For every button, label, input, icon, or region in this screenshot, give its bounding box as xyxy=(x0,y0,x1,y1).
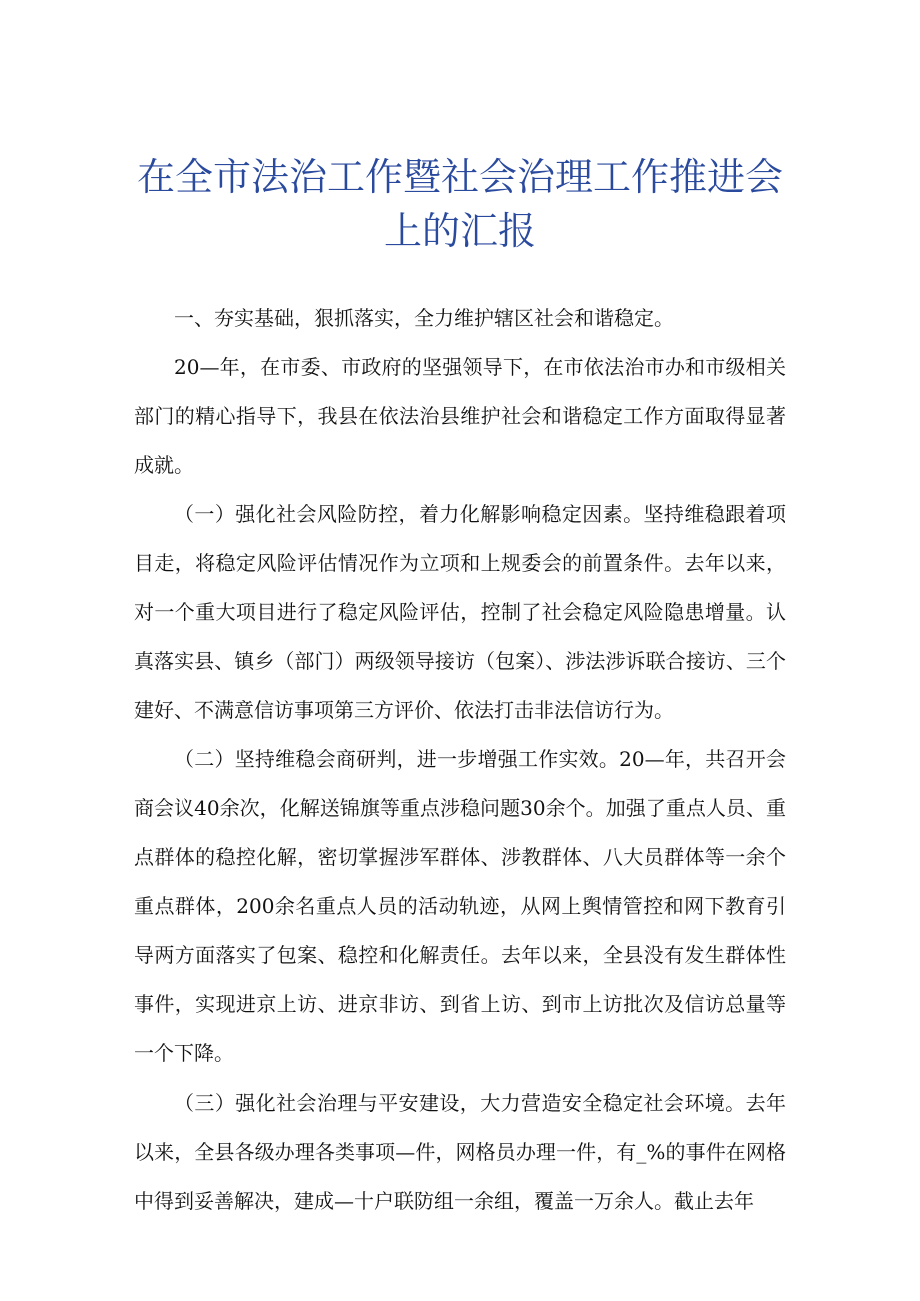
document-title: 在全市法治工作暨社会治理工作推进会上的汇报 xyxy=(136,155,783,253)
section-heading: 一、夯实基础，狠抓落实，全力维护辖区社会和谐稳定。 xyxy=(174,306,674,330)
paragraph-item-one: （一）强化社会风险防控，着力化解影响稳定因素。坚持维稳跟着项目走，将稳定风险评估情况作为立项和上规委会的前置条件。去年以来，对一个重大项目进行了稳定风险评估，控制了社会稳定风险隐患增量。认真落实县、镇乡（部门）两级领导接访（包案）、涉法涉诉联合接访、三个建好、不满意信访事项第三方评价、依法打击非法信访行为。 xyxy=(134,502,786,722)
paragraph-item-two: （二）坚持维稳会商研判，进一步增强工作实效。20—年，共召开会商会议40余次，化解送锦旗等重点涉稳问题30余个。加强了重点人员、重点群体的稳控化解，密切掌握涉军群体、涉教群体、八大员群体等一余个重点群体，200余名重点人员的活动轨迹，从网上舆情管控和网下教育引导两方面落实了包案、稳控和化解责任。去年以来，全县没有发生群体性事件，实现进京上访、进京非访、到省上访、到市上访批次及信访总量等一个下降。 xyxy=(134,747,786,1065)
paragraph-item-three: （三）强化社会治理与平安建设，大力营造安全稳定社会环境。去年以来，全县各级办理各类事项—件，网格员办理一件，有_%的事件在网格中得到妥善解决，建成—十户联防组一余组，覆盖一万余人。截止去年 xyxy=(134,1091,786,1213)
paragraph-intro: 20—年，在市委、市政府的坚强领导下，在市依法治市办和市级相关部门的精心指导下，我县在依法治县维护社会和谐稳定工作方面取得显著成就。 xyxy=(134,355,786,477)
